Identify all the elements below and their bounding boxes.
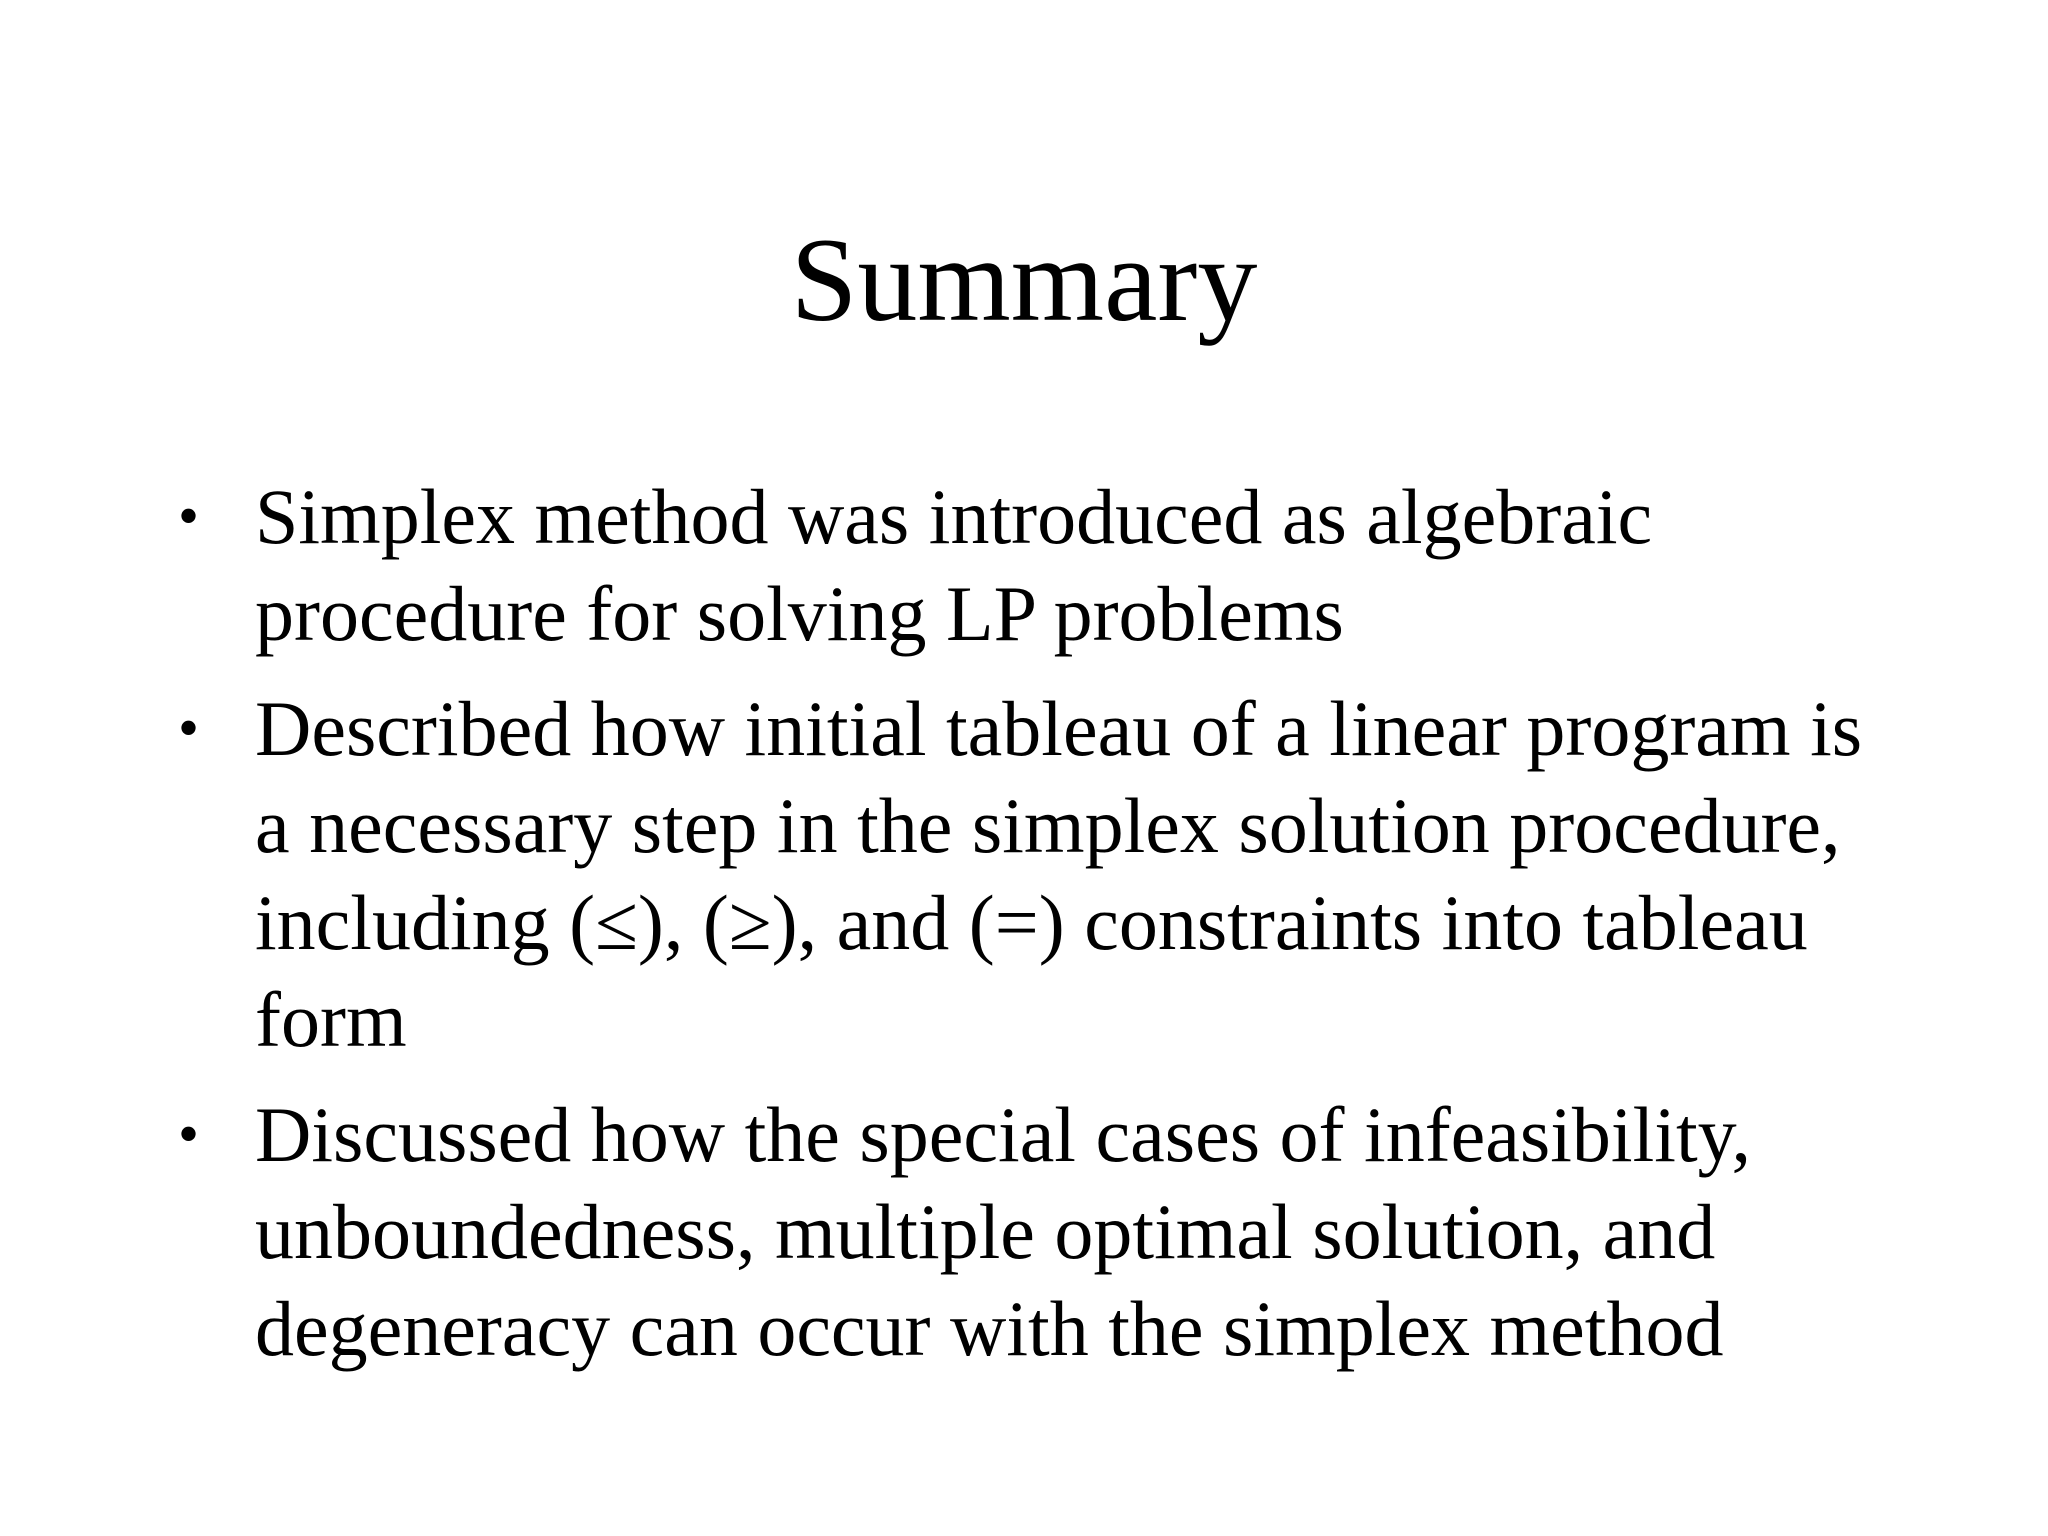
bullet-list [160,468,1880,1395]
bullet-text: Discussed how the special cases of infeasibility, unboundedness, multiple optimal solution, and degeneracy can occur with the simplex method [255,1091,1752,1372]
bullet-item [160,468,1880,662]
slide-title: Summary [790,213,1258,346]
bullet-text: Simplex method was introduced as algebraic procedure for solving LP problems [255,473,1653,657]
bullet-marker-icon: • [178,1101,200,1167]
bullet-item [160,1086,1880,1377]
bullet-marker-icon: • [178,695,200,761]
bullet-text: Described how initial tableau of a linear program is a necessary step in the simplex solution procedure, including (≤), (≥), and (=) constraints into tableau form [255,685,1863,1063]
bullet-marker-icon: • [178,483,200,549]
bullet-item [160,680,1880,1068]
